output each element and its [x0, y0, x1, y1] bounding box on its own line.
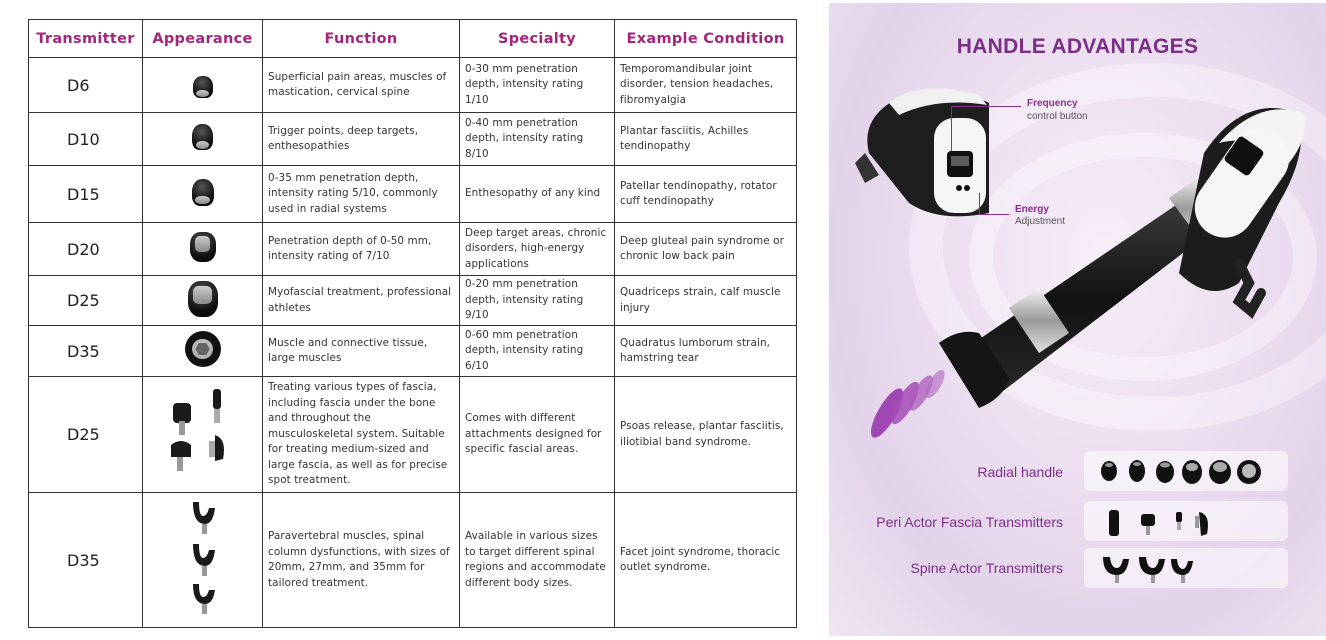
- table-header-row: [29, 20, 797, 58]
- transmitter-image-d35: [143, 326, 263, 377]
- condition-cell: Quadratus lumborum strain, hamstring tear: [615, 326, 797, 377]
- condition-cell: Plantar fasciitis, Achilles tendinopathy: [615, 113, 797, 166]
- frequency-callout-line: [951, 106, 1021, 107]
- transmitter-code: D6: [29, 58, 143, 113]
- transmitter-code: D15: [29, 166, 143, 223]
- fascia-transmitters-row-icon: [1107, 506, 1217, 538]
- frequency-callout-line: [951, 106, 952, 151]
- header-specialty: Specialty: [460, 20, 615, 58]
- transmitter-image-d6: [143, 58, 263, 113]
- header-appearance: Appearance: [143, 20, 263, 58]
- transmitter-image-d25: [143, 276, 263, 326]
- function-cell: Superficial pain areas, muscles of mastication, cervical spine: [263, 58, 460, 113]
- spine-attachments-icon: [183, 496, 223, 621]
- transmitter-image-d10: [143, 113, 263, 166]
- handle-illustration: [829, 3, 1326, 443]
- function-cell: Myofascial treatment, professional athletes: [263, 276, 460, 326]
- spine-transmitters-label: Spine Actor Transmitters: [910, 560, 1063, 576]
- energy-callout-line: [979, 214, 1009, 215]
- condition-cell: Quadriceps strain, calf muscle injury: [615, 276, 797, 326]
- table-row: [29, 166, 797, 223]
- function-cell: Muscle and connective tissue, large muscles: [263, 326, 460, 377]
- condition-cell: Psoas release, plantar fasciitis, iliotibial band syndrome.: [615, 377, 797, 493]
- energy-callout-title: Energy: [1015, 204, 1049, 215]
- specialty-cell: 0-60 mm penetration depth, intensity rating 6/10: [460, 326, 615, 377]
- specialty-cell: Enthesopathy of any kind: [460, 166, 615, 223]
- header-transmitter: Transmitter: [29, 20, 143, 58]
- condition-cell: Deep gluteal pain syndrome or chronic low back pain: [615, 223, 797, 276]
- header-example-condition: Example Condition: [615, 20, 797, 58]
- specialty-cell: Available in various sizes to target different spinal regions and accommodate different body sizes.: [460, 493, 615, 628]
- table-row: [29, 326, 797, 377]
- condition-cell: Patellar tendinopathy, rotator cuff tendinopathy: [615, 166, 797, 223]
- fascia-attachments-image: [143, 377, 263, 493]
- condition-cell: Temporomandibular joint disorder, tension headaches, fibromyalgia: [615, 58, 797, 113]
- frequency-callout-subtitle: control button: [1027, 111, 1088, 122]
- fascia-transmitters-label: Peri Actor Fascia Transmitters: [876, 514, 1063, 530]
- table-row: [29, 377, 797, 493]
- frequency-callout-title: Frequency: [1027, 98, 1078, 109]
- table-row: [29, 223, 797, 276]
- transmitter-image-d15: [143, 166, 263, 223]
- large-handle-icon: [939, 108, 1305, 408]
- spine-transmitters-row-icon: [1099, 553, 1199, 587]
- spine-attachments-image: [143, 493, 263, 628]
- condition-cell: Facet joint syndrome, thoracic outlet syndrome.: [615, 493, 797, 628]
- function-cell: Penetration depth of 0-50 mm, intensity rating of 7/10: [263, 223, 460, 276]
- table-row: [29, 276, 797, 326]
- small-handle-icon: [855, 88, 989, 216]
- transmitter-table: [28, 19, 797, 628]
- function-cell: Trigger points, deep targets, enthesopathies: [263, 113, 460, 166]
- transmitter-image-d20: [143, 223, 263, 276]
- transmitter-code: D35: [29, 326, 143, 377]
- specialty-cell: Comes with different attachments designed for specific fascial areas.: [460, 377, 615, 493]
- handle-advantages-panel: [829, 3, 1326, 636]
- panel-title: HANDLE ADVANTAGES: [956, 35, 1199, 58]
- specialty-cell: Deep target areas, chronic disorders, high-energy applications: [460, 223, 615, 276]
- transmitter-code: D25: [29, 276, 143, 326]
- table-row: [29, 58, 797, 113]
- function-cell: Treating various types of fascia, including fascia under the bone and throughout the musculoskeletal system. Suitable for treating medium-sized and large fascia, as well as for precise spot treatment.: [263, 377, 460, 493]
- table-row: [29, 493, 797, 628]
- transmitter-code: D35: [29, 493, 143, 628]
- energy-callout-subtitle: Adjustment: [1015, 216, 1066, 227]
- energy-callout-line: [979, 193, 980, 215]
- specialty-cell: 0-30 mm penetration depth, intensity rating 1/10: [460, 58, 615, 113]
- transmitter-code: D20: [29, 223, 143, 276]
- transmitter-code: D10: [29, 113, 143, 166]
- specialty-cell: 0-20 mm penetration depth, intensity rating 9/10: [460, 276, 615, 326]
- header-function: Function: [263, 20, 460, 58]
- radial-handle-label: Radial handle: [977, 464, 1063, 480]
- radial-transmitters-row-icon: [1097, 455, 1267, 489]
- shockwave-icon: [865, 367, 948, 442]
- function-cell: 0-35 mm penetration depth, intensity rating 5/10, commonly used in radial systems: [263, 166, 460, 223]
- transmitter-code: D25: [29, 377, 143, 493]
- fascia-attachments-icon: [163, 383, 243, 483]
- table-row: [29, 113, 797, 166]
- function-cell: Paravertebral muscles, spinal column dysfunctions, with sizes of 20mm, 27mm, and 35mm for tailored treatment.: [263, 493, 460, 628]
- specialty-cell: 0-40 mm penetration depth, intensity rating 8/10: [460, 113, 615, 166]
